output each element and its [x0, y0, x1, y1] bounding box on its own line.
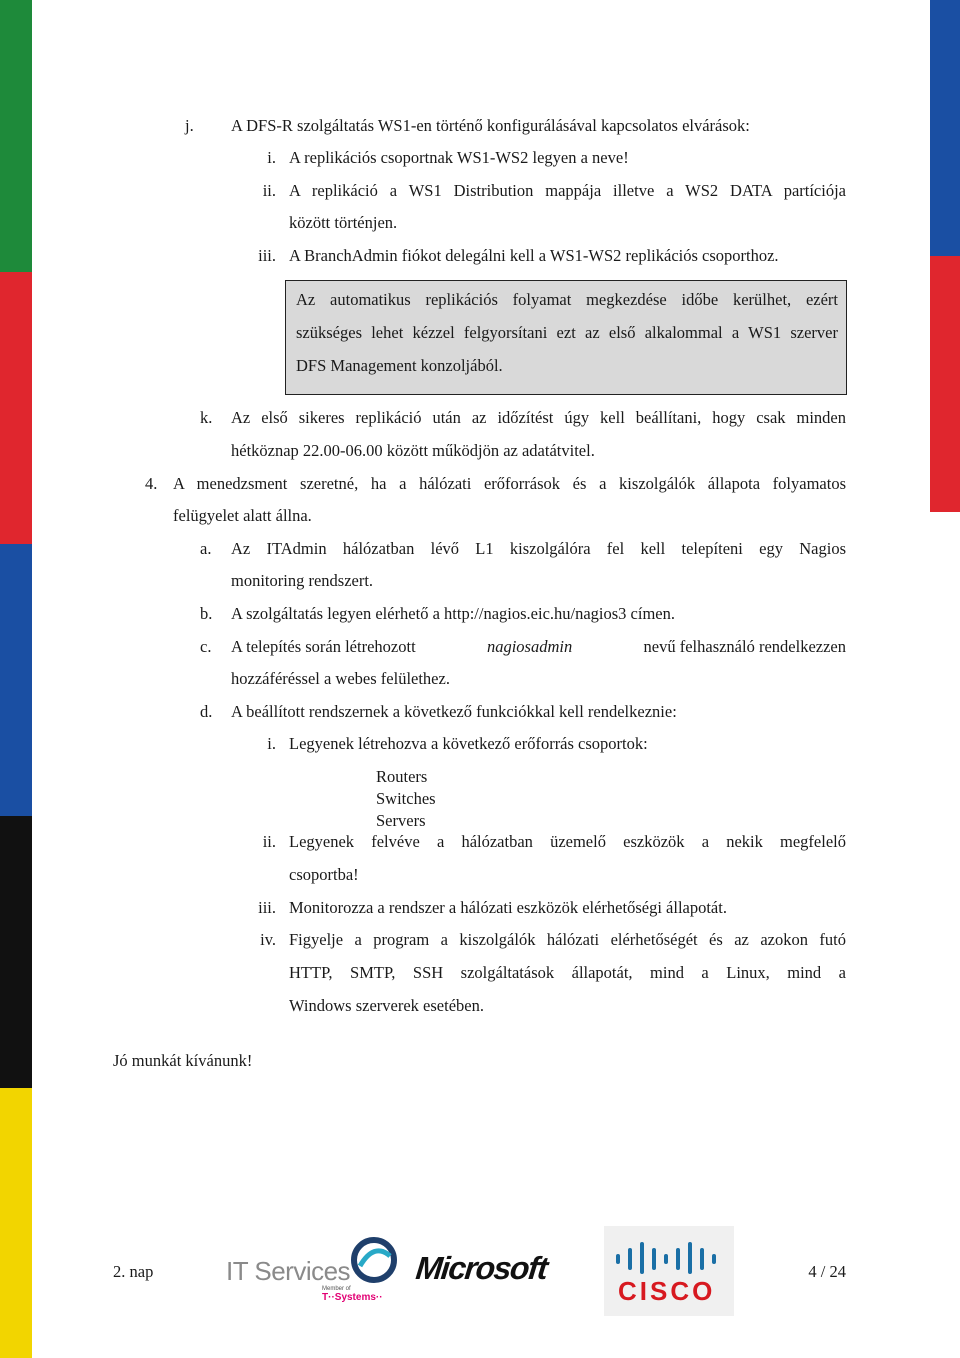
footer-page-number: 4 / 24: [808, 1262, 846, 1281]
it-services-logo: [226, 1236, 401, 1308]
list-marker-j: j.: [185, 116, 194, 135]
list-marker-4a: a.: [200, 539, 212, 558]
item-4d-i-text: Legyenek létrehozva a következő erőforrás csoportok:: [289, 734, 648, 753]
item-k-line1: Az első sikeres replikáció után az időzítést úgy kell beállítani, hogy csak minden: [231, 408, 846, 427]
item-j-iii-text: A BranchAdmin fiókot delegálni kell a WS1-WS2 replikációs csoporthoz.: [289, 246, 779, 265]
list-marker-4d: d.: [200, 702, 213, 721]
it-services-swirl-icon: [350, 1236, 398, 1284]
item-4d-iv-line3: Windows szerverek esetében.: [289, 996, 484, 1015]
list-marker-4d-ii: ii.: [262, 832, 276, 851]
list-marker-4b: b.: [200, 604, 213, 623]
item-j-text: A DFS-R szolgáltatás WS1-en történő konfigurálásával kapcsolatos elvárások:: [231, 116, 750, 135]
item-4c-username: nagiosadmin: [486, 637, 573, 656]
left-stripe-blue: [0, 544, 32, 816]
item-k-line2: hétköznap 22.00-06.00 között működjön az adatátvitel.: [231, 441, 595, 460]
footer-day: 2. nap: [113, 1262, 154, 1281]
item-4c-after: nevű felhasználó rendelkezzen: [643, 637, 846, 656]
t-systems-brand: T··Systems··: [322, 1292, 383, 1303]
left-stripe-green: [0, 0, 32, 272]
note-line-1: Az automatikus replikációs folyamat megkezdése időbe kerülhet, ezért: [296, 290, 838, 309]
item-4d-iv-line2: HTTP, SMTP, SSH szolgáltatások állapotát, mind a Linux, mind a: [289, 963, 846, 982]
left-stripe-black: [0, 816, 32, 1088]
it-services-member-of: Member of: [322, 1286, 351, 1292]
it-services-text: IT Services: [226, 1256, 351, 1286]
list-marker-j-i: i.: [267, 148, 276, 167]
left-stripe-red: [0, 272, 32, 544]
item-4-line1: A menedzsment szeretné, ha a hálózati erőforrások és a kiszolgálók állapota folyamatos: [173, 474, 846, 493]
closing-text: Jó munkát kívánunk!: [113, 1051, 253, 1070]
item-4d-ii-line2: csoportba!: [289, 865, 359, 884]
list-marker-k: k.: [200, 408, 213, 427]
right-stripe-red: [930, 256, 960, 512]
cisco-wordmark: CISCO: [618, 1276, 716, 1306]
item-4d-text: A beállított rendszernek a következő funkciókkal kell rendelkeznie:: [231, 702, 677, 721]
cisco-bars-icon: [614, 1240, 724, 1274]
note-line-3: DFS Management konzoljából.: [296, 356, 503, 375]
item-4c-line2: hozzáféréssel a webes felülethez.: [231, 669, 450, 688]
microsoft-logo: Microsoft: [414, 1250, 549, 1286]
list-marker-4d-iv: iv.: [260, 930, 276, 949]
group-servers: Servers: [376, 811, 426, 830]
item-4a-line1: Az ITAdmin hálózatban lévő L1 kiszolgálóra fel kell telepíteni egy Nagios: [231, 539, 846, 558]
right-stripe-blue: [930, 0, 960, 256]
note-line-2: szükséges lehet kézzel felgyorsítani ezt az első alkalommal a WS1 szerver: [296, 323, 838, 342]
item-4c-before: A telepítés során létrehozott: [231, 637, 416, 656]
item-4b-text: A szolgáltatás legyen elérhető a http://nagios.eic.hu/nagios3 címen.: [231, 604, 676, 623]
list-marker-j-ii: ii.: [262, 181, 276, 200]
item-j-ii-line2: között történjen.: [289, 213, 398, 232]
list-marker-4d-iii: iii.: [258, 898, 276, 917]
group-switches: Switches: [376, 789, 436, 808]
item-4d-iii-text: Monitorozza a rendszer a hálózati eszközök elérhetőségi állapotát.: [289, 898, 727, 917]
item-4c-line1: [231, 637, 846, 657]
note-box: [285, 280, 847, 395]
list-marker-4c: c.: [200, 637, 212, 656]
item-j-ii-line1: A replikáció a WS1 Distribution mappája illetve a WS2 DATA partíciója: [289, 181, 846, 200]
item-j-i-text: A replikációs csoportnak WS1-WS2 legyen a neve!: [289, 148, 629, 167]
list-marker-4: 4.: [145, 474, 158, 493]
group-routers: Routers: [376, 767, 428, 786]
list-marker-j-iii: iii.: [258, 246, 276, 265]
left-stripe-yellow: [0, 1088, 32, 1358]
list-marker-4d-i: i.: [267, 734, 276, 753]
item-4-line2: felügyelet alatt állna.: [173, 506, 312, 525]
cisco-logo: [604, 1226, 734, 1316]
item-4a-line2: monitoring rendszert.: [231, 571, 374, 590]
item-4d-ii-line1: Legyenek felvéve a hálózatban üzemelő eszközök a nekik megfelelő: [289, 832, 846, 851]
item-4d-iv-line1: Figyelje a program a kiszolgálók hálózati elérhetőségét és az azokon futó: [289, 930, 846, 949]
